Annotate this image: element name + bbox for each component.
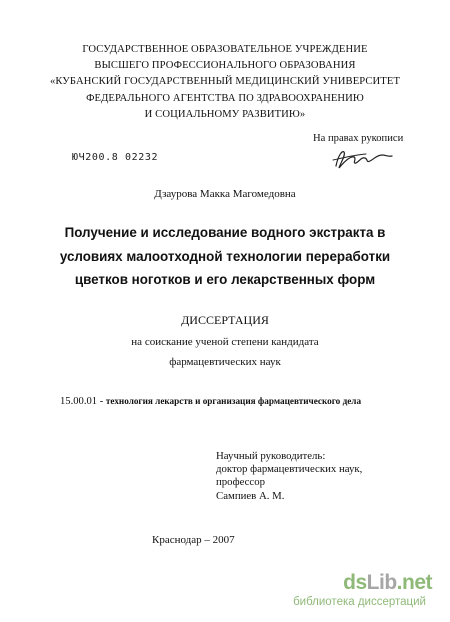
logo-lib: Lib (366, 571, 397, 594)
dslib-caption: библиотека диссертаций (293, 596, 426, 608)
specialty-code: 15.00.01 - (60, 396, 104, 407)
logo-net: .net (396, 571, 432, 594)
supervisor-line: профессор (216, 476, 266, 489)
institution-line: И СОЦИАЛЬНОМУ РАЗВИТИЮ» (144, 108, 306, 120)
title-line: Получение и исследование водного экстракта в (64, 225, 386, 240)
institution-line: ФЕДЕРАЛЬНОГО АГЕНТСТВА ПО ЗДРАВООХРАНЕНИЮ (86, 92, 364, 104)
thesis-title (10, 221, 440, 292)
supervisor-line: Сампиев А. М. (216, 489, 285, 502)
degree-line: фармацевтических наук (169, 356, 281, 368)
handwritten-signature (330, 146, 396, 172)
logo-ds: ds (343, 571, 367, 594)
institution-line: «КУБАНСКИЙ ГОСУДАРСТВЕННЫЙ МЕДИЦИНСКИЙ УНИВЕРСИТЕТ (49, 76, 401, 88)
library-stamp: ЮЧ200.8 02232 (72, 152, 159, 163)
specialty-name: технология лекарств и организация фармацевтического дела (105, 396, 362, 406)
city-year: Краснодар – 2007 (152, 534, 235, 546)
dslib-logo[interactable] (343, 571, 432, 595)
author-name: Дзаурова Макка Магомедовна (154, 188, 296, 200)
supervisor-line: Научный руководитель: (216, 450, 326, 462)
rights-note: На правах рукописи (313, 133, 404, 144)
supervisor-block (216, 450, 362, 503)
institution-header (20, 42, 430, 123)
degree-line: на соискание ученой степени кандидата (131, 336, 319, 348)
degree-statement (0, 332, 450, 372)
institution-line: ВЫСШЕГО ПРОФЕССИОНАЛЬНОГО ОБРАЗОВАНИЯ (94, 60, 356, 72)
supervisor-line: доктор фармацевтических наук, (216, 463, 363, 476)
title-line: условиях малоотходной технологии переработки (59, 248, 391, 264)
document-type: ДИССЕРТАЦИЯ (181, 313, 269, 327)
title-line: цветков ноготков и его лекарственных форм (74, 272, 376, 287)
institution-line: ГОСУДАРСТВЕННОЕ ОБРАЗОВАТЕЛЬНОЕ УЧРЕЖДЕНИЕ (82, 44, 368, 55)
specialty (60, 396, 361, 407)
